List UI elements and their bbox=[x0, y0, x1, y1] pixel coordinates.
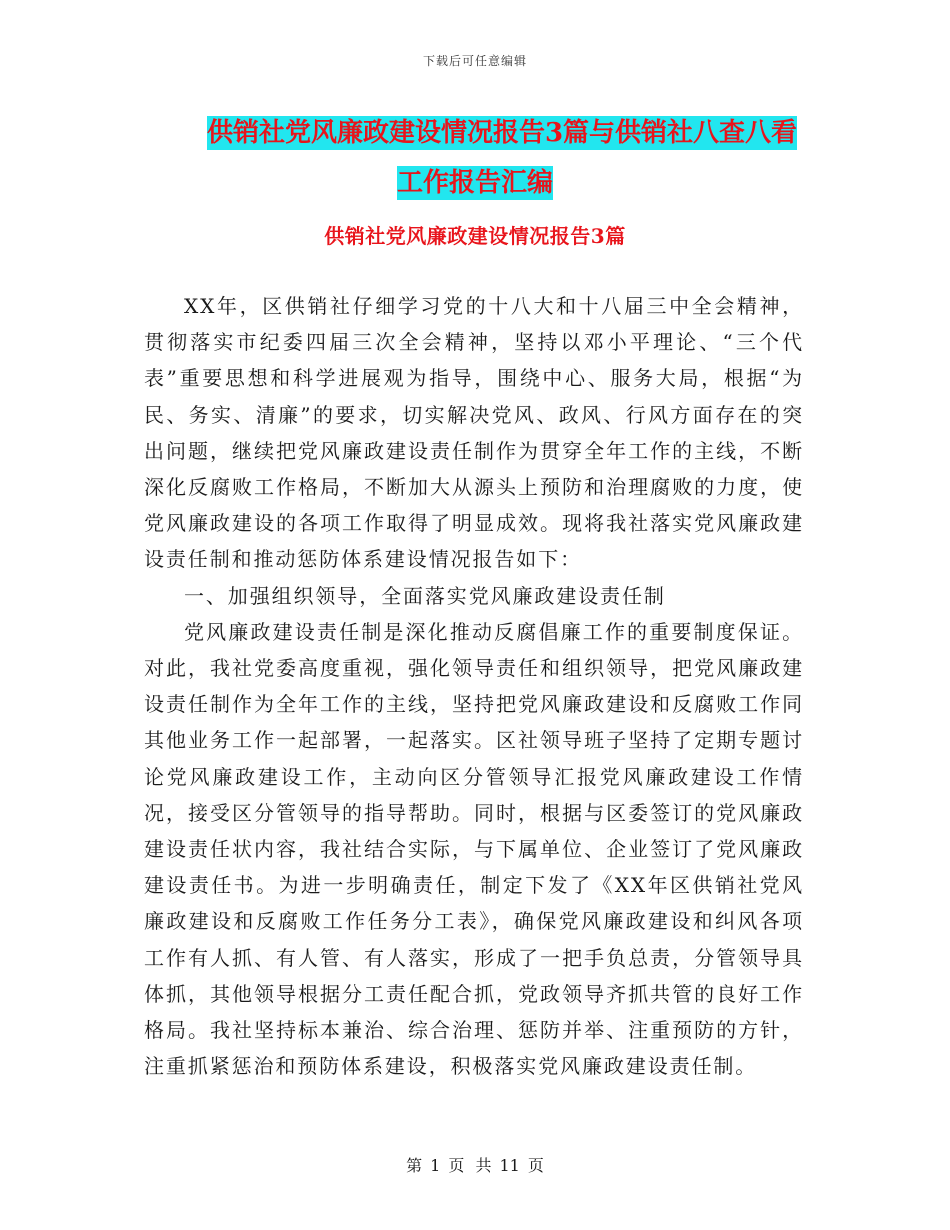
page-mid: 页 共 bbox=[448, 1156, 492, 1175]
header-note: 下载后可任意编辑 bbox=[422, 54, 527, 68]
paragraph-intro: XX年，区供销社仔细学习党的十八大和十八届三中全会精神，贯彻落实市纪委四届三次全会精神，坚持以邓小平理论、“三个代表”重要思想和科学进展观为指导，围绕中心、服务大局，根据“为民、务实、清廉”的要求，切实解决党风、政风、行风方面存在的突出问题，继续把党风廉政建设责任制作为贯穿全年工作的主线，不断深化反腐败工作格局，不断加大从源头上预防和治理腐败的力度，使党风廉政建设的各项工作取得了明显成效。现将我社落实党风廉政建设责任制和推动惩防体系建设情况报告如下： bbox=[144, 294, 804, 572]
document-title-line2 bbox=[397, 166, 553, 200]
title-highlight-2: 工作报告汇编 bbox=[396, 168, 553, 198]
paragraph-responsibility: 党风廉政建设责任制是深化推动反腐倡廉工作的重要制度保证。对此，我社党委高度重视，强化领导责任和组织领导，把党风廉政建设责任制作为全年工作的主线，坚持把党风廉政建设和反腐败工作同其他业务工作一起部署，一起落实。区社领导班子坚持了定期专题讨论党风廉政建设工作，主动向区分管领导汇报党风廉政建设工作情况，接受区分管领导的指导帮助。同时，根据与区委签订的党风廉政建设责任状内容，我社结合实际，与下属单位、企业签订了党风廉政建设责任书。为进一步明确责任，制定下发了《XX年区供销社党风廉政建设和反腐败工作任务分工表》，确保党风廉政建设和纠风各项工作有人抓、有人管、有人落实，形成了一把手负总责，分管领导具体抓，其他领导根据分工责任配合抓，党政领导齐抓共管的良好工作格局。我社坚持标本兼治、综合治理、惩防并举、注重预防的方针，注重抓紧惩治和预防体系建设，积极落实党风廉政建设责任制。 bbox=[144, 619, 804, 1079]
page-total: 11 bbox=[499, 1156, 520, 1175]
page-prefix: 第 bbox=[406, 1156, 423, 1175]
page-number bbox=[0, 1153, 950, 1176]
body-text bbox=[144, 288, 804, 1084]
page-suffix: 页 bbox=[527, 1156, 544, 1175]
document-title-line1 bbox=[0, 108, 950, 158]
page-current: 1 bbox=[430, 1156, 441, 1175]
section-title: 供销社党风廉政建设情况报告3篇 bbox=[324, 224, 626, 248]
paragraph-heading-1: 一、加强组织领导，全面落实党风廉政建设责任制 bbox=[184, 583, 666, 608]
document-title bbox=[0, 108, 950, 208]
title-highlight-1: 供销社党风廉政建设情况报告3篇与供销社八查八看 bbox=[206, 118, 798, 148]
